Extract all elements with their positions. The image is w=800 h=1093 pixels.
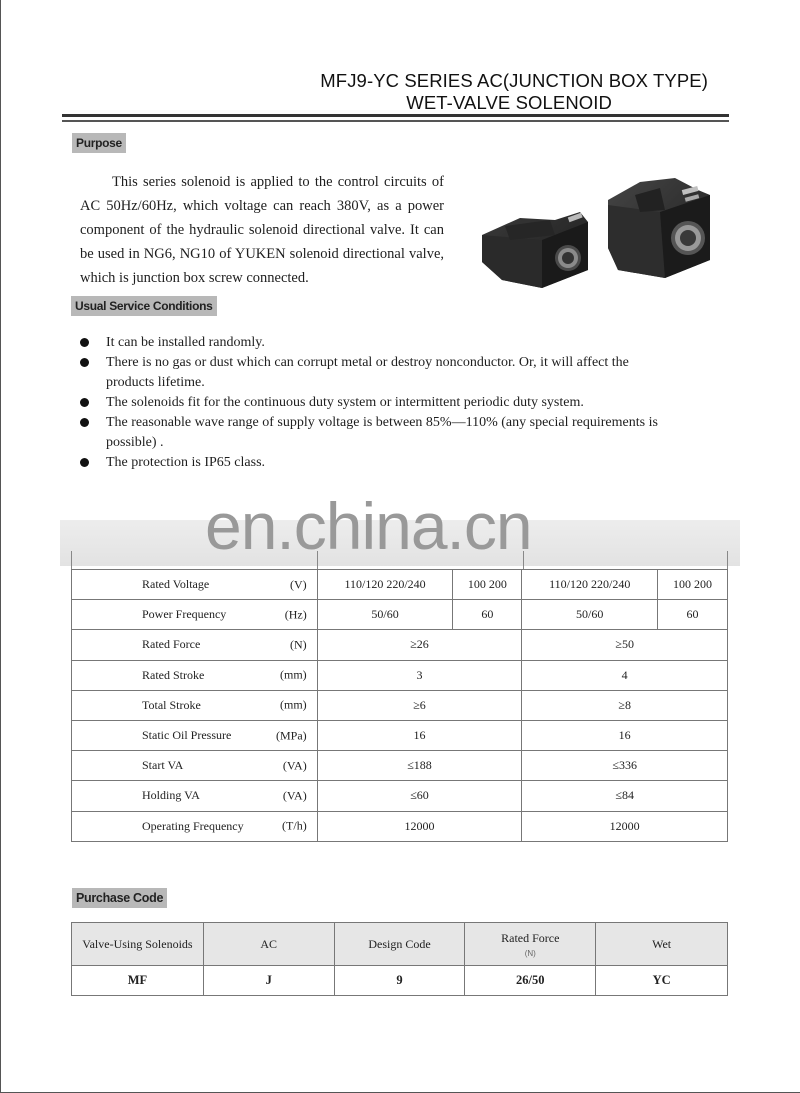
column-header-label: Rated Force	[501, 930, 560, 945]
condition-item	[80, 333, 660, 353]
table-row	[72, 690, 728, 720]
value-cell: ≥50	[522, 630, 728, 660]
bullet-icon	[80, 418, 89, 427]
divider-tick	[727, 551, 728, 569]
param-cell	[72, 811, 318, 841]
table-row	[72, 811, 728, 841]
column-header: Design Code	[334, 923, 465, 966]
param-unit: (VA)	[282, 758, 307, 773]
condition-item	[80, 453, 660, 473]
condition-item	[80, 353, 660, 393]
param-cell	[72, 600, 318, 630]
value-cell: 110/120 220/240	[317, 570, 453, 600]
value-cell: ≥26	[317, 630, 522, 660]
table-row	[72, 720, 728, 750]
title-line-1: MFJ9-YC SERIES AC(JUNCTION BOX TYPE)	[320, 70, 708, 91]
column-header-unit: (N)	[524, 948, 536, 958]
value-cell: 50/60	[317, 600, 453, 630]
param-cell	[72, 720, 318, 750]
value-cell: 50/60	[522, 600, 658, 630]
param-cell	[72, 660, 318, 690]
page-title	[60, 70, 728, 114]
code-cell: YC	[596, 966, 728, 996]
param-cell	[72, 690, 318, 720]
condition-text: The reasonable wave range of supply voltage is between 85%—110% (any special requirements is possible) .	[106, 415, 658, 450]
condition-text: The solenoids fit for the continuous duty system or intermittent periodic duty system.	[106, 395, 584, 410]
watermark-text: en.china.cn	[205, 489, 532, 563]
bullet-icon	[80, 398, 89, 407]
value-cell: 60	[658, 600, 728, 630]
purchase-code-table	[71, 922, 728, 996]
value-cell: 60	[453, 600, 522, 630]
condition-text: The protection is IP65 class.	[106, 455, 266, 470]
column-header: AC	[203, 923, 334, 966]
bullet-icon	[80, 458, 89, 467]
value-cell: ≤336	[522, 751, 728, 781]
conditions-list	[80, 333, 660, 473]
conditions-heading: Usual Service Conditions	[71, 296, 217, 316]
product-photo	[460, 160, 750, 290]
param-name: Static Oil Pressure	[142, 728, 232, 743]
param-unit: (mm)	[280, 667, 307, 682]
param-unit: (T/h)	[282, 818, 307, 833]
param-unit: (Hz)	[284, 607, 307, 622]
condition-item	[80, 413, 660, 453]
code-cell: MF	[72, 966, 204, 996]
table-header-row	[72, 923, 728, 966]
purchase-code-heading: Purchase Code	[72, 888, 167, 908]
value-cell: 3	[317, 660, 522, 690]
param-name: Operating Frequency	[142, 818, 244, 833]
value-cell: ≤84	[522, 781, 728, 811]
condition-text: There is no gas or dust which can corrupt metal or destroy nonconductor. Or, it will affect the products lifetime.	[106, 355, 629, 390]
param-cell	[72, 751, 318, 781]
page-border-left	[0, 0, 1, 1093]
param-name: Start VA	[142, 758, 184, 773]
table-row	[72, 660, 728, 690]
param-unit: (V)	[290, 577, 307, 592]
condition-item	[80, 393, 660, 413]
param-cell	[72, 630, 318, 660]
param-unit: (MPa)	[276, 728, 307, 743]
code-cell: J	[203, 966, 334, 996]
param-unit: (VA)	[282, 788, 307, 803]
table-row	[72, 966, 728, 996]
divider-tick	[71, 551, 72, 569]
value-cell: 100 200	[658, 570, 728, 600]
table-row	[72, 570, 728, 600]
value-cell: 100 200	[453, 570, 522, 600]
value-cell: ≤188	[317, 751, 522, 781]
table-row	[72, 630, 728, 660]
value-cell: ≤60	[317, 781, 522, 811]
title-rule-thick	[62, 114, 729, 117]
condition-text: It can be installed randomly.	[106, 335, 265, 350]
table-row	[72, 781, 728, 811]
value-cell: 16	[522, 720, 728, 750]
column-header: Wet	[596, 923, 728, 966]
value-cell: ≥6	[317, 690, 522, 720]
value-cell: 4	[522, 660, 728, 690]
title-rule-thin	[62, 120, 729, 122]
value-cell: 12000	[317, 811, 522, 841]
param-name: Rated Stroke	[142, 667, 205, 682]
param-cell	[72, 781, 318, 811]
param-name: Holding VA	[142, 788, 200, 803]
param-unit: (N)	[290, 637, 307, 652]
purpose-heading: Purpose	[72, 133, 126, 153]
param-name: Power Frequency	[142, 607, 227, 622]
code-cell: 26/50	[465, 966, 596, 996]
column-header-rated-force	[465, 923, 596, 966]
value-cell: ≥8	[522, 690, 728, 720]
table-row	[72, 751, 728, 781]
specifications-table	[71, 569, 728, 842]
value-cell: 12000	[522, 811, 728, 841]
column-header: Valve-Using Solenoids	[72, 923, 204, 966]
param-cell	[72, 570, 318, 600]
param-name: Rated Force	[142, 637, 201, 652]
solenoid-coils-image	[460, 160, 750, 290]
param-name: Total Stroke	[142, 697, 201, 712]
param-name: Rated Voltage	[142, 577, 210, 592]
code-cell: 9	[334, 966, 465, 996]
bullet-icon	[80, 358, 89, 367]
value-cell: 110/120 220/240	[522, 570, 658, 600]
bullet-icon	[80, 338, 89, 347]
param-unit: (mm)	[280, 697, 307, 712]
value-cell: 16	[317, 720, 522, 750]
purpose-paragraph: This series solenoid is applied to the control circuits of AC 50Hz/60Hz, which voltage can reach 380V, as a power component of the hydraulic solenoid directional valve. It can be used in NG6, NG10 of YUKEN solenoid directional valve, which is junction box screw connected.	[80, 174, 444, 286]
title-line-2: WET-VALVE SOLENOID	[406, 92, 612, 113]
table-row	[72, 600, 728, 630]
